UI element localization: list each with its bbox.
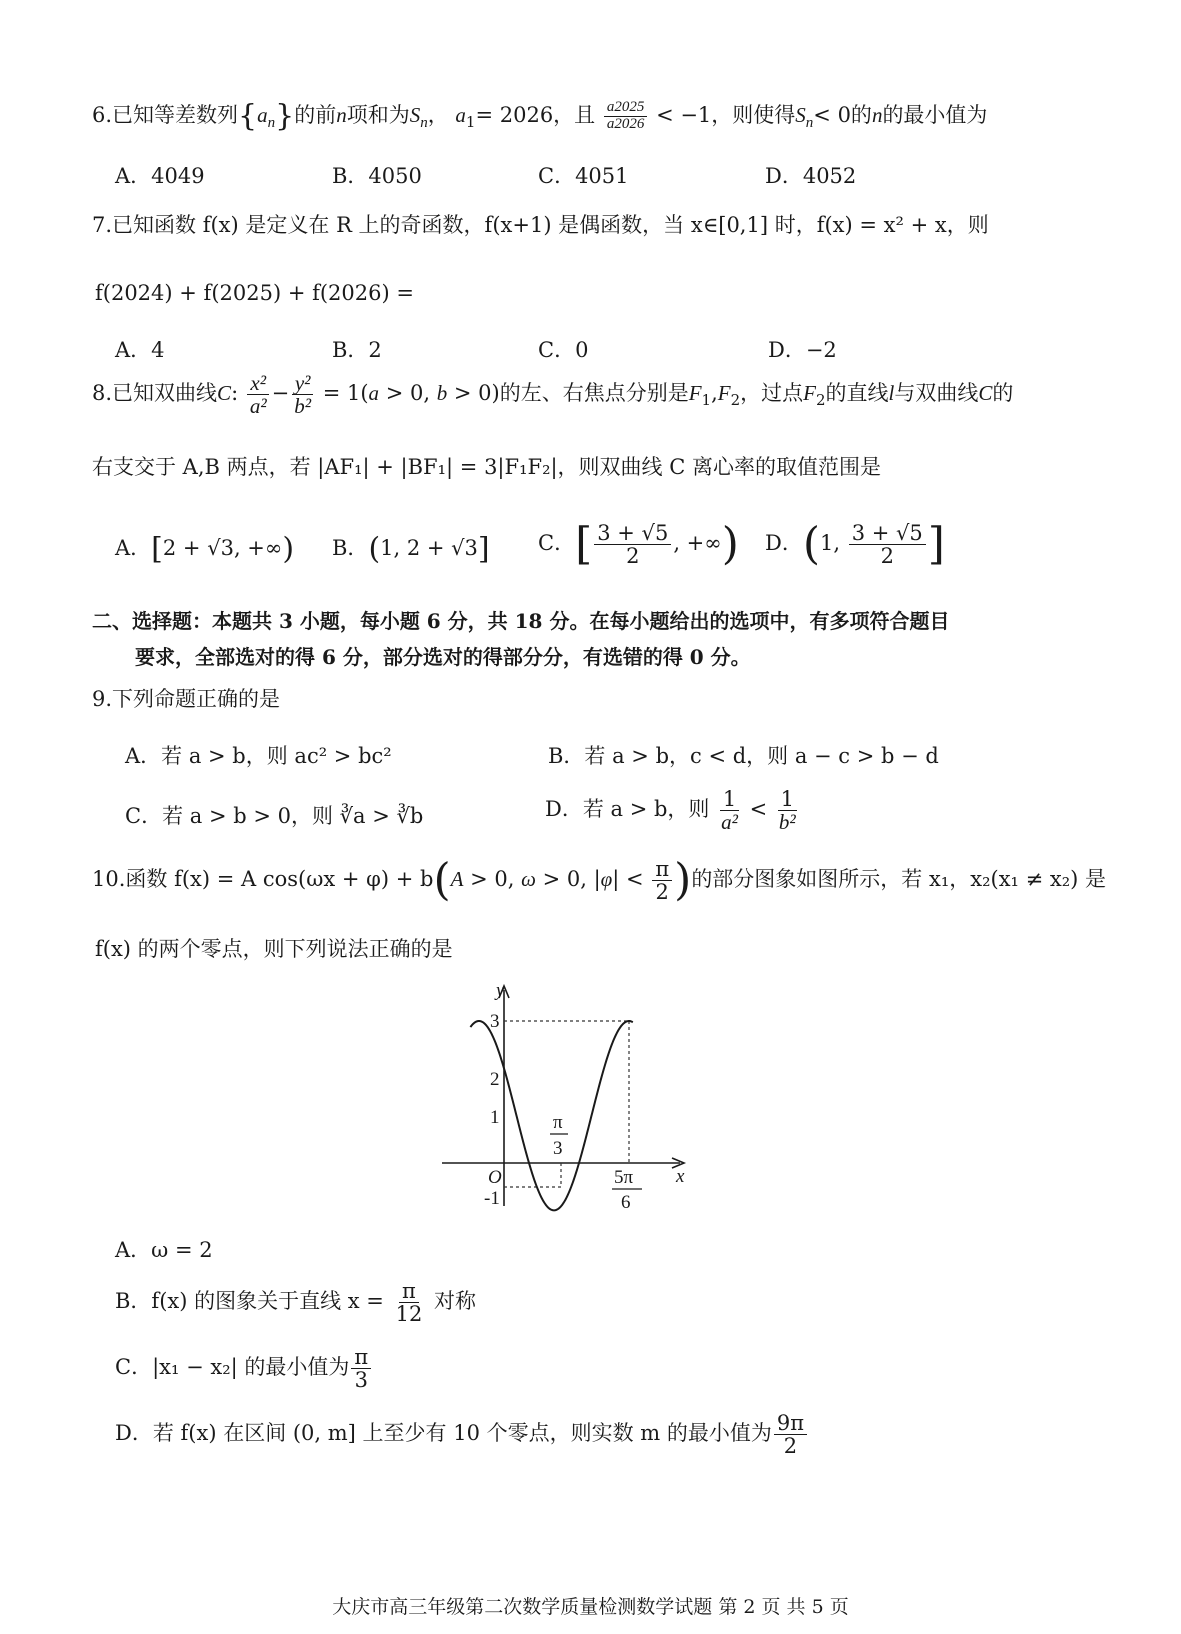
tick-y-2: 2 (490, 1069, 500, 1090)
tick-5pi6-den: 6 (621, 1192, 631, 1213)
tick-y-1: 1 (490, 1107, 500, 1128)
tick-pi3-num: π (553, 1112, 563, 1133)
q9-option-a: A．若 a > b，则 ac² > bc² (125, 744, 392, 768)
q7-option-b: B．2 (332, 338, 382, 362)
tick-y-neg1: -1 (484, 1188, 500, 1209)
q8-option-a: A．[2 + √3, +∞) (115, 531, 295, 567)
q10-option-d: D．若 f(x) 在区间 (0, m] 上至少有 10 个零点，则实数 m 的最小值为 $\frac{9\pi}{2}$ (115, 1412, 809, 1457)
q10-option-a: A．ω = 2 (115, 1238, 213, 1262)
q7-stem: 7.已知函数 f(x) 是定义在 R 上的奇函数，f(x+1) 是偶函数，当 x∈[0,1] 时，f(x) = x² + x，则 (92, 213, 989, 237)
y-label: y (496, 980, 505, 1001)
q9-stem: 9.下列命题正确的是 (92, 687, 281, 711)
origin-label: O (488, 1167, 502, 1188)
q8-line2: 右支交于 A,B 两点，若 |AF₁| + |BF₁| = 3|F₁F₂|，则双曲线 C 离心率的取值范围是 (92, 455, 881, 479)
q6-option-b: B．4050 (332, 164, 422, 188)
q9-option-d: D．若 a > b，则 $\frac{1}{\text{a²}}$ < $\frac{1}{\text{b²}}$ (545, 787, 796, 835)
q10-line2: f(x) 的两个零点，则下列说法正确的是 (95, 937, 453, 961)
x-label: x (676, 1166, 685, 1187)
section-2-title-line2: 要求，全部选对的得 6 分，部分选对的得部分分，有选错的得 0 分。 (135, 645, 751, 669)
tick-y-3: 3 (490, 1011, 500, 1032)
q8-option-d: D．(1, $\frac{3 + √5}{2}$ ] (765, 518, 945, 570)
q10-option-c: C．|x₁ − x₂| 的最小值为 $\frac{\pi}{3}$ (115, 1346, 373, 1391)
q7-expression: f(2024) + f(2025) + f(2026) = (95, 281, 414, 305)
q10-option-b: B．f(x) 的图象关于直线 x = $\frac{\pi}{12}$ 对称 (115, 1279, 477, 1327)
q6-frac-num: a2025 (604, 100, 648, 117)
q6-option-a: A．4049 (115, 164, 205, 188)
q6-option-c: C．4051 (538, 164, 629, 188)
q8-option-c: C．[ $\frac{3 + √5}{2}$ , +∞) (538, 518, 739, 570)
cosine-graph (436, 978, 696, 1228)
q8-stem: 8.已知双曲线C: $\frac{\text{x²}}{\text{a²}}$ − $\frac{\text{y²}}{\text{b²}}$ = 1(a > 0, b > 0)的左、右焦点分别是$F_1,F_2$，过点$F_2$的直线l与双曲线C的 (92, 371, 1014, 419)
q6-frac-den: a2026 (606, 115, 645, 132)
q6-stem: 6.已知等差数列$\{a_n\}$的前n项和为$S_n$， $a_1= 2026$，且 $\frac{a2025}{a2026}$ < −1，则使得$S_n< 0$的n的最小值为 (92, 98, 988, 134)
q8-option-b: B．(1, 2 + √3] (332, 531, 490, 567)
q9-option-c: C．若 a > b > 0，则 ∛a > ∛b (125, 804, 424, 828)
tick-5pi6-num: 5π (614, 1167, 634, 1188)
q9-option-b: B．若 a > b，c < d，则 a − c > b − d (548, 744, 939, 768)
tick-pi3-den: 3 (553, 1138, 563, 1159)
q7-option-a: A．4 (115, 338, 165, 362)
q10-stem: 10.函数 f(x) = A cos(ωx + φ) + b(A > 0, ω > 0, |φ| < $\frac{\pi}{2}$ )的部分图象如图所示，若 x₁，x₂(x₁ ≠ x₂) 是 (92, 854, 1107, 906)
q7-option-c: C．0 (538, 338, 589, 362)
q7-option-d: D．−2 (768, 338, 837, 362)
q6-option-d: D．4052 (765, 164, 857, 188)
page-footer: 大庆市高三年级第二次数学质量检测数学试题 第 2 页 共 5 页 (332, 1596, 849, 1618)
section-2-title: 二、选择题：本题共 3 小题，每小题 6 分，共 18 分。在每小题给出的选项中，有多项符合题目 (92, 609, 950, 633)
